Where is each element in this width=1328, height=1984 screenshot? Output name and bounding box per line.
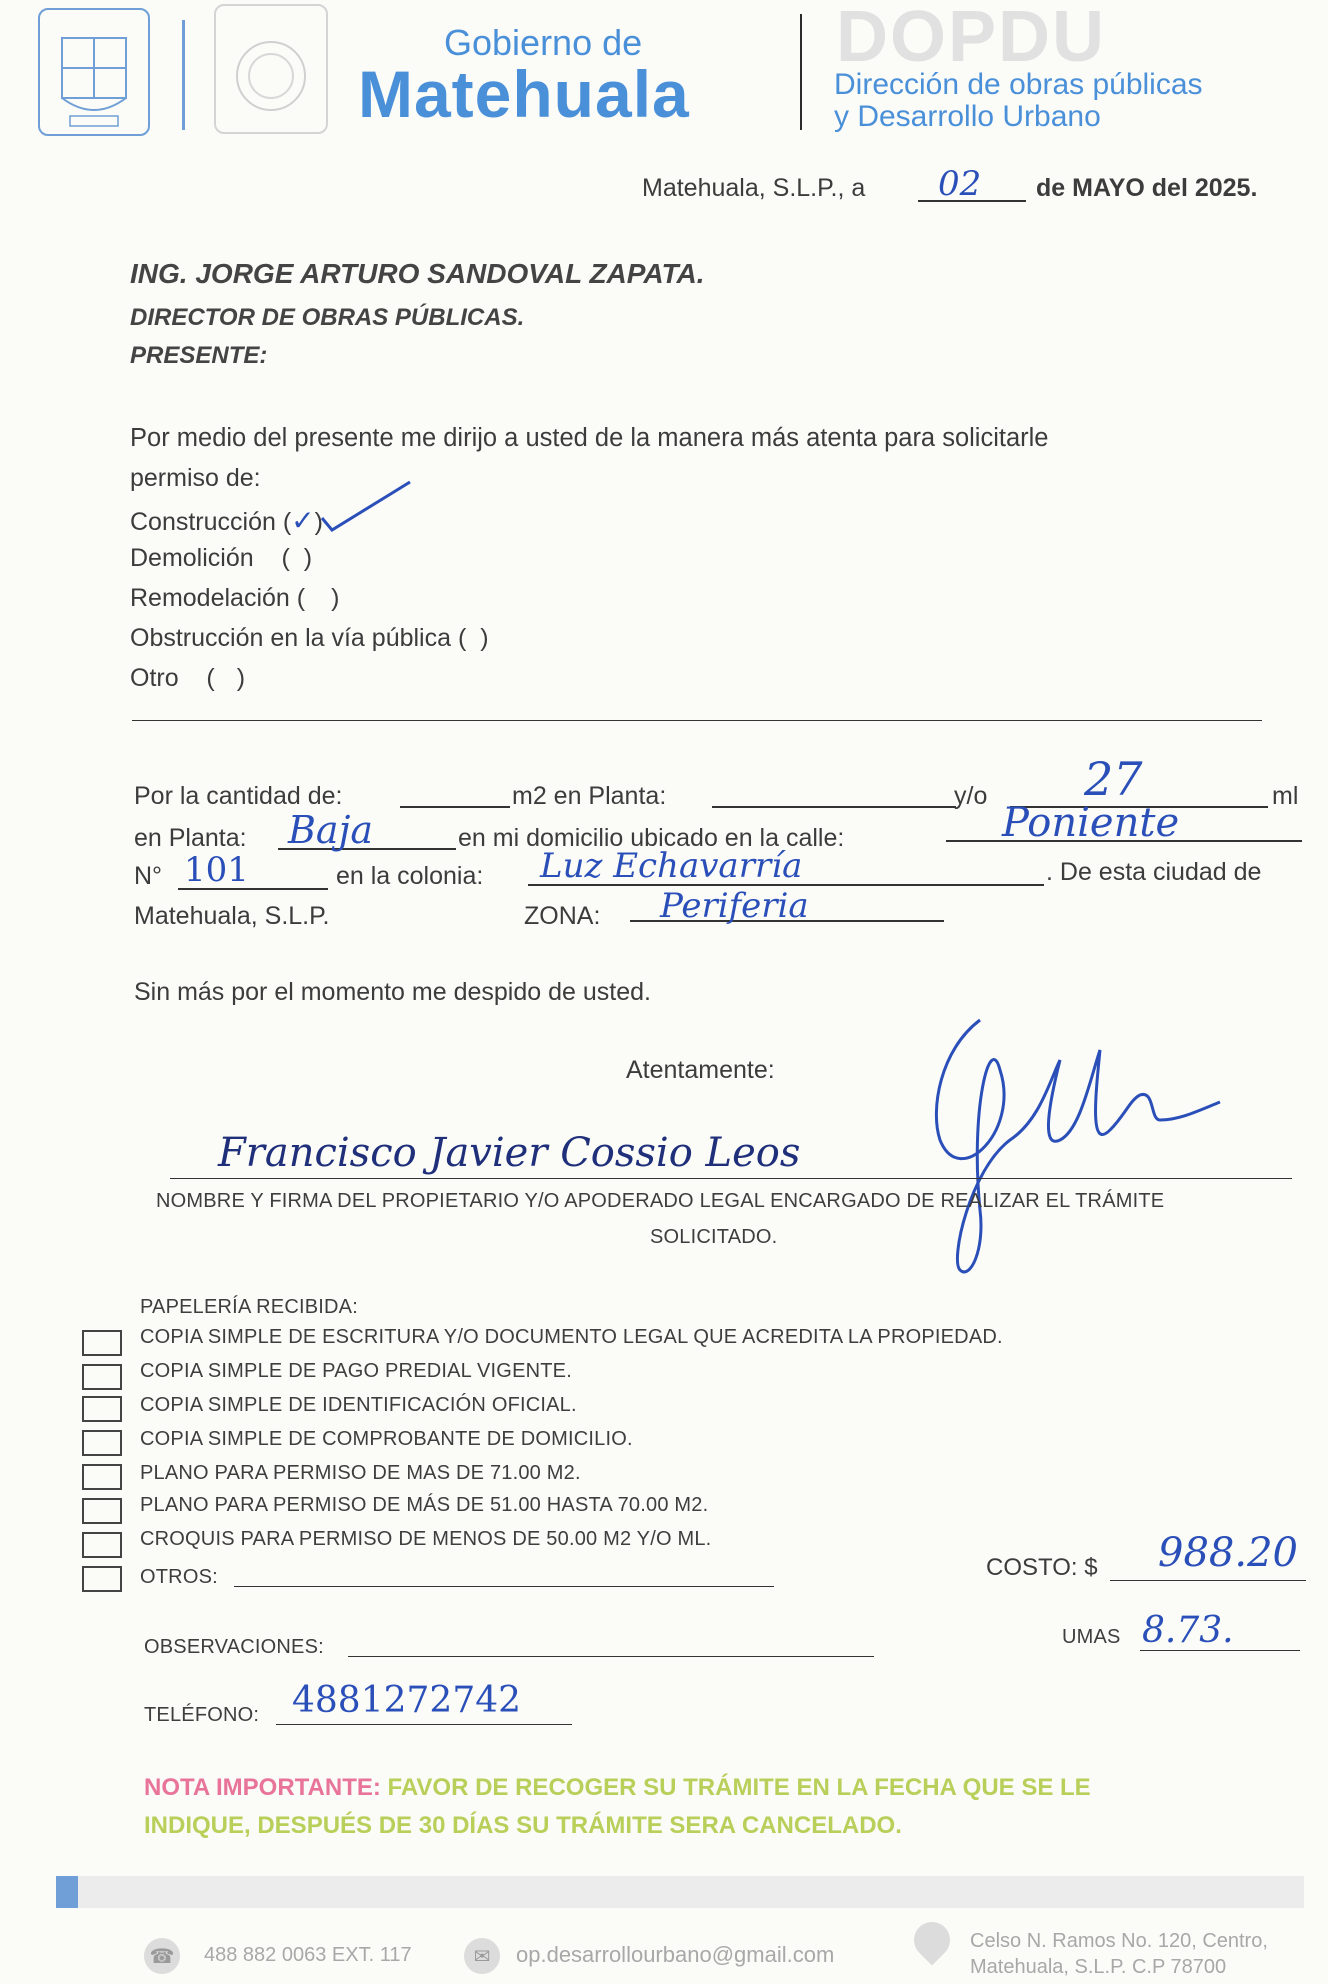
sign-caption2: SOLICITADO. <box>650 1226 778 1248</box>
city-label: Matehuala, S.L.P. <box>134 902 330 930</box>
papeleria-checkbox[interactable] <box>82 1364 122 1390</box>
location-icon <box>907 1915 958 1966</box>
ml-label: ml <box>1272 782 1299 810</box>
body-line1: Por medio del presente me dirijo a usted de la manera más atenta para solicitarle <box>130 424 1049 452</box>
permit-option-construccion[interactable] <box>130 504 323 537</box>
costo-line[interactable] <box>1110 1580 1306 1581</box>
signer-name: Francisco Javier Cossio Leos <box>218 1130 801 1176</box>
qty-line[interactable] <box>400 806 510 808</box>
otro-line <box>132 720 1262 721</box>
dept-abbr: DOPDU <box>836 0 1107 77</box>
footer-email: op.desarrollourbano@gmail.com <box>516 1942 835 1967</box>
papeleria-item: OTROS: <box>140 1566 218 1588</box>
planta-value: Baja <box>288 808 374 852</box>
costo-label: COSTO: $ <box>986 1554 1098 1581</box>
telefono-line[interactable] <box>276 1724 572 1725</box>
date-suffix: de MAYO del 2025. <box>1036 174 1258 202</box>
permit-option-otro[interactable] <box>130 664 245 693</box>
papeleria-item: PLANO PARA PERMISO DE MAS DE 71.00 M2. <box>140 1462 581 1484</box>
footer-address1: Celso N. Ramos No. 120, Centro, <box>970 1930 1268 1952</box>
permit-option-close: ) <box>331 584 340 612</box>
addressee-title: DIRECTOR DE OBRAS PÚBLICAS. <box>130 304 525 331</box>
nota-text1: FAVOR DE RECOGER SU TRÁMITE EN LA FECHA QUE SE LE <box>387 1774 1091 1801</box>
sign-caption1: NOMBRE Y FIRMA DEL PROPIETARIO Y/O APODERADO LEGAL ENCARGADO DE REALIZAR EL TRÁMITE <box>156 1190 1165 1212</box>
permit-option-remodelacion[interactable] <box>130 584 339 613</box>
observaciones-line[interactable] <box>348 1656 874 1657</box>
observaciones-label: OBSERVACIONES: <box>144 1636 324 1658</box>
qty-label: Por la cantidad de: <box>134 782 343 810</box>
emblem-icon <box>216 6 326 132</box>
papeleria-checkbox[interactable] <box>82 1396 122 1422</box>
farewell-text: Sin más por el momento me despido de usted. <box>134 978 651 1006</box>
planta-label: en Planta: <box>134 824 247 852</box>
papeleria-item: PLANO PARA PERMISO DE MÁS DE 51.00 HASTA 70.00 M2. <box>140 1494 709 1516</box>
papeleria-checkbox[interactable] <box>82 1532 122 1558</box>
gov-line1: Gobierno de <box>444 22 643 63</box>
permit-option-demolicion[interactable] <box>130 544 312 573</box>
permit-option-close: ) <box>480 624 489 652</box>
atentamente-label: Atentamente: <box>626 1056 775 1084</box>
papeleria-title: PAPELERÍA RECIBIDA: <box>140 1296 358 1318</box>
umas-label: UMAS <box>1062 1626 1121 1648</box>
phone-icon: ☎ <box>144 1938 180 1974</box>
papeleria-item: COPIA SIMPLE DE IDENTIFICACIÓN OFICIAL. <box>140 1394 577 1416</box>
yo-label: y/o <box>954 782 988 810</box>
papeleria-checkbox[interactable] <box>82 1330 122 1356</box>
ml-value: 27 <box>1084 752 1143 806</box>
permit-option-label: Otro ( <box>130 664 215 692</box>
date-day-value: 02 <box>938 164 982 204</box>
header-divider <box>182 20 185 130</box>
papeleria-item: COPIA SIMPLE DE ESCRITURA Y/O DOCUMENTO LEGAL QUE ACREDITA LA PROPIEDAD. <box>140 1326 1003 1348</box>
permit-option-obstruccion[interactable] <box>130 624 489 653</box>
ciudad-label: . De esta ciudad de <box>1046 858 1262 886</box>
header-divider-2 <box>800 14 802 130</box>
date-prefix: Matehuala, S.L.P., a <box>642 174 866 202</box>
check-mark: ✓ <box>291 504 315 537</box>
municipal-seal-logo <box>38 8 150 136</box>
colonia-value: Luz Echavarría <box>540 846 803 886</box>
telefono-value: 4881272742 <box>292 1680 522 1721</box>
domicilio-label: en mi domicilio ubicado en la calle: <box>458 824 845 852</box>
calle-value: Poniente <box>1002 800 1180 846</box>
nota-label: NOTA IMPORTANTE: <box>144 1774 381 1801</box>
otros-line[interactable] <box>234 1586 774 1587</box>
papeleria-item: CROQUIS PARA PERMISO DE MENOS DE 50.00 M2 Y/O ML. <box>140 1528 712 1550</box>
m2-label: m2 en Planta: <box>512 782 667 810</box>
no-value: 101 <box>184 850 249 890</box>
check-stroke-icon <box>318 476 418 536</box>
footer-address2: Matehuala, S.L.P. C.P 78700 <box>970 1956 1227 1978</box>
costo-value: 988.20 <box>1158 1530 1298 1576</box>
permit-option-label: Construcción ( <box>130 508 292 536</box>
addressee-present: PRESENTE: <box>130 342 268 369</box>
addressee-name: ING. JORGE ARTURO SANDOVAL ZAPATA. <box>130 258 705 289</box>
papeleria-checkbox[interactable] <box>82 1464 122 1490</box>
footer-bar-accent <box>56 1876 78 1908</box>
gov-line2: Matehuala <box>358 57 690 131</box>
papeleria-checkbox[interactable] <box>82 1498 122 1524</box>
papeleria-checkbox[interactable] <box>82 1566 122 1592</box>
nota-text2: INDIQUE, DESPUÉS DE 30 DÍAS SU TRÁMITE SERA CANCELADO. <box>144 1812 902 1839</box>
umas-value: 8.73. <box>1142 1610 1234 1651</box>
email-icon: ✉ <box>464 1938 500 1974</box>
signature-line <box>170 1178 1292 1179</box>
nota-line1 <box>144 1774 1091 1802</box>
m2-planta-line[interactable] <box>712 806 956 808</box>
zona-label: ZONA: <box>524 902 601 930</box>
shield-icon <box>40 10 148 134</box>
zona-value: Periferia <box>660 886 809 926</box>
permit-option-close: ) <box>303 544 313 572</box>
permit-option-close: ) <box>314 508 323 536</box>
permit-option-label: Obstrucción en la vía pública ( <box>130 624 467 652</box>
dept-line2: y Desarrollo Urbano <box>834 100 1101 133</box>
signature-icon <box>900 990 1300 1290</box>
permit-option-label: Demolición ( <box>130 544 290 572</box>
papeleria-item: COPIA SIMPLE DE COMPROBANTE DE DOMICILIO. <box>140 1428 633 1450</box>
body-line2: permiso de: <box>130 464 261 492</box>
permit-option-close: ) <box>236 664 246 692</box>
colonia-label: en la colonia: <box>336 862 484 890</box>
secondary-logo <box>214 4 328 134</box>
papeleria-checkbox[interactable] <box>82 1430 122 1456</box>
telefono-label: TELÉFONO: <box>144 1704 260 1726</box>
footer-bar <box>56 1876 1304 1908</box>
permit-option-label: Remodelación ( <box>130 584 306 612</box>
no-label: N° <box>134 862 163 890</box>
dept-line1: Dirección de obras públicas <box>834 68 1203 101</box>
papeleria-item: COPIA SIMPLE DE PAGO PREDIAL VIGENTE. <box>140 1360 572 1382</box>
footer-phone: 488 882 0063 EXT. 117 <box>204 1944 412 1966</box>
